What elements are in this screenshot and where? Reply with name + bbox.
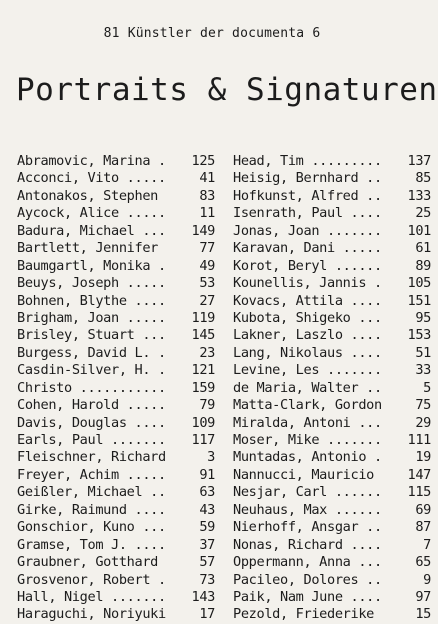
page-number: 59 bbox=[199, 519, 215, 536]
index-entry bbox=[233, 345, 431, 362]
page-number: 95 bbox=[415, 309, 431, 326]
artist-name: Hofkunst, Alfred .. bbox=[233, 187, 382, 204]
artist-name: Kounellis, Jannis . bbox=[233, 275, 382, 292]
index-entry bbox=[17, 397, 215, 414]
artist-name: Geißler, Michael .. bbox=[17, 484, 166, 501]
page-number: 65 bbox=[415, 554, 431, 571]
index-entry bbox=[233, 554, 431, 571]
index-entry bbox=[17, 188, 215, 205]
page-number: 51 bbox=[415, 344, 431, 361]
artist-name: Gonschior, Kuno ... bbox=[17, 519, 166, 536]
index-column-right bbox=[233, 153, 431, 624]
page-number: 7 bbox=[423, 536, 431, 553]
index-entry bbox=[233, 258, 431, 275]
page-number: 53 bbox=[199, 275, 215, 292]
index-entry bbox=[17, 484, 215, 501]
artist-name: Levine, Les ....... bbox=[233, 362, 382, 379]
index-entry bbox=[233, 188, 431, 205]
index-entry bbox=[233, 589, 431, 606]
page-number: 117 bbox=[191, 432, 215, 448]
index-entry bbox=[233, 432, 431, 449]
artist-name: Lakner, Laszlo .... bbox=[233, 327, 382, 344]
artist-name: Oppermann, Anna ... bbox=[233, 554, 382, 571]
page-number: 87 bbox=[415, 519, 431, 536]
artist-name: Karavan, Dani ..... bbox=[233, 240, 382, 257]
page-number: 153 bbox=[407, 327, 431, 344]
page-number: 77 bbox=[199, 240, 215, 257]
index-entry bbox=[233, 362, 431, 379]
artist-name: Beuys, Joseph ..... bbox=[17, 275, 166, 292]
page-number: 17 bbox=[199, 606, 215, 623]
artist-name: Cohen, Harold ..... bbox=[17, 397, 166, 414]
page-number: 41 bbox=[199, 170, 215, 187]
index-entry bbox=[233, 310, 431, 327]
index-entry bbox=[233, 205, 431, 222]
index-entry bbox=[17, 415, 215, 432]
artist-name: Davis, Douglas .... bbox=[17, 414, 166, 431]
page-number: 145 bbox=[191, 327, 215, 344]
page-number: 73 bbox=[199, 571, 215, 588]
index-entry bbox=[17, 275, 215, 292]
book-subtitle: 81 Künstler der documenta 6 bbox=[103, 26, 321, 41]
page-number: 23 bbox=[199, 344, 215, 361]
index-entry bbox=[233, 467, 431, 484]
page-number: 63 bbox=[199, 484, 215, 501]
artist-name: Kovacs, Attila .... bbox=[233, 292, 382, 309]
page-number: 11 bbox=[199, 205, 215, 222]
artist-name: Miralda, Antoni ... bbox=[233, 414, 382, 431]
artist-name: Korot, Beryl ...... bbox=[233, 257, 382, 274]
artist-name: Gramse, Tom J. .... bbox=[17, 536, 166, 553]
index-entry bbox=[17, 310, 215, 327]
index-entry bbox=[233, 449, 431, 466]
page-number: 15 bbox=[415, 606, 431, 623]
index-entry bbox=[17, 170, 215, 187]
page-number: 57 bbox=[199, 554, 215, 571]
page-number: 101 bbox=[407, 222, 431, 239]
artist-name: Brisley, Stuart ... bbox=[17, 327, 166, 344]
artist-name: de Maria, Walter .. bbox=[233, 379, 382, 396]
artist-name: Nannucci, Mauricio bbox=[233, 466, 375, 483]
artist-name: Nesjar, Carl ...... bbox=[233, 484, 382, 501]
page-number: 29 bbox=[415, 414, 431, 431]
artist-name: Pacileo, Dolores .. bbox=[233, 571, 382, 588]
index-entry bbox=[233, 170, 431, 187]
page-number: 143 bbox=[191, 588, 215, 605]
index-entry bbox=[17, 240, 215, 257]
index-entry bbox=[17, 293, 215, 310]
artist-name: Neuhaus, Max ...... bbox=[233, 501, 382, 518]
index-entry bbox=[233, 415, 431, 432]
artist-name: Bartlett, Jennifer bbox=[17, 240, 159, 257]
index-entry bbox=[17, 223, 215, 240]
artist-name: Muntadas, Antonio . bbox=[233, 449, 382, 466]
page-number: 25 bbox=[415, 205, 431, 222]
artist-name: Burgess, David L. . bbox=[17, 344, 166, 361]
index-entry bbox=[17, 467, 215, 484]
index-entry bbox=[17, 345, 215, 362]
artist-name: Pezold, Friederike bbox=[233, 606, 375, 623]
page-number: 111 bbox=[407, 432, 431, 448]
index-entry bbox=[17, 554, 215, 571]
page-number: 43 bbox=[199, 501, 215, 518]
artist-name: Moser, Mike ....... bbox=[233, 432, 382, 448]
page-number: 75 bbox=[415, 397, 431, 414]
page-number: 83 bbox=[199, 187, 215, 204]
artist-name: Jonas, Joan ....... bbox=[233, 222, 382, 239]
page-number: 49 bbox=[199, 257, 215, 274]
page-number: 119 bbox=[191, 309, 215, 326]
page-title: Portraits & Signaturen bbox=[16, 72, 438, 108]
index-entry bbox=[17, 606, 215, 623]
index-entry bbox=[233, 223, 431, 240]
artist-name: Haraguchi, Noriyuki bbox=[17, 606, 166, 623]
page-number: 37 bbox=[199, 536, 215, 553]
index-entry bbox=[233, 537, 431, 554]
page-number: 159 bbox=[191, 379, 215, 396]
index-entry bbox=[233, 380, 431, 397]
artist-name: Grosvenor, Robert . bbox=[17, 571, 166, 588]
index-entry bbox=[233, 519, 431, 536]
index-entry bbox=[17, 153, 215, 170]
page-number: 85 bbox=[415, 170, 431, 187]
page-number: 121 bbox=[191, 362, 215, 379]
artist-name: Baumgartl, Monika . bbox=[17, 257, 166, 274]
index-entry bbox=[233, 240, 431, 257]
index-entry bbox=[17, 589, 215, 606]
page-number: 79 bbox=[199, 397, 215, 414]
artist-name: Bohnen, Blythe .... bbox=[17, 292, 166, 309]
index-entry bbox=[233, 153, 431, 170]
artist-name: Matta-Clark, Gordon bbox=[233, 397, 382, 414]
artist-name: Antonakos, Stephen bbox=[17, 187, 159, 204]
artist-name: Freyer, Achim ..... bbox=[17, 466, 166, 483]
index-entry bbox=[17, 205, 215, 222]
artist-name: Lang, Nikolaus .... bbox=[233, 344, 382, 361]
artist-name: Hall, Nigel ....... bbox=[17, 588, 166, 605]
page-number: 89 bbox=[415, 257, 431, 274]
artist-name: Graubner, Gotthard bbox=[17, 554, 159, 571]
artist-name: Heisig, Bernhard .. bbox=[233, 170, 382, 187]
index-entry bbox=[233, 572, 431, 589]
index-entry bbox=[17, 432, 215, 449]
artist-name: Christo ........... bbox=[17, 379, 166, 396]
artist-name: Casdin-Silver, H. . bbox=[17, 362, 166, 379]
page-number: 137 bbox=[407, 153, 431, 169]
artist-name: Head, Tim ......... bbox=[233, 153, 382, 169]
page-number: 3 bbox=[207, 449, 215, 466]
index-entry bbox=[17, 449, 215, 466]
artist-name: Abramovic, Marina . bbox=[17, 153, 166, 169]
page-number: 133 bbox=[407, 187, 431, 204]
index-entry bbox=[17, 572, 215, 589]
artist-name: Fleischner, Richard bbox=[17, 449, 166, 466]
page-number: 9 bbox=[423, 571, 431, 588]
page-number: 151 bbox=[407, 292, 431, 309]
page-number: 61 bbox=[415, 240, 431, 257]
artist-name: Badura, Michael ... bbox=[17, 222, 166, 239]
page-number: 115 bbox=[407, 484, 431, 501]
page-number: 109 bbox=[191, 414, 215, 431]
index-entry bbox=[17, 258, 215, 275]
page-number: 91 bbox=[199, 466, 215, 483]
artist-name: Nierhoff, Ansgar .. bbox=[233, 519, 382, 536]
artist-name: Isenrath, Paul .... bbox=[233, 205, 382, 222]
page-number: 19 bbox=[415, 449, 431, 466]
artist-name: Nonas, Richard .... bbox=[233, 536, 382, 553]
index-entry bbox=[233, 293, 431, 310]
index-entry bbox=[17, 380, 215, 397]
index-entry bbox=[233, 484, 431, 501]
index-column-left bbox=[17, 153, 215, 624]
index-entry bbox=[233, 397, 431, 414]
artist-name: Brigham, Joan ..... bbox=[17, 309, 166, 326]
index-entry bbox=[233, 327, 431, 344]
index-entry bbox=[233, 502, 431, 519]
page-number: 105 bbox=[407, 275, 431, 292]
page-number: 147 bbox=[407, 466, 431, 483]
index-entry bbox=[233, 275, 431, 292]
index-entry bbox=[17, 519, 215, 536]
index-entry bbox=[233, 606, 431, 623]
index-entry bbox=[17, 502, 215, 519]
index-entry bbox=[17, 362, 215, 379]
index-entry bbox=[17, 537, 215, 554]
artist-name: Acconci, Vito ..... bbox=[17, 170, 166, 187]
page-number: 97 bbox=[415, 588, 431, 605]
page-number: 5 bbox=[423, 379, 431, 396]
page-number: 33 bbox=[415, 362, 431, 379]
page-number: 125 bbox=[191, 153, 215, 169]
index-entry bbox=[17, 327, 215, 344]
page-number: 27 bbox=[199, 292, 215, 309]
artist-name: Earls, Paul ....... bbox=[17, 432, 166, 448]
artist-name: Paik, Nam June .... bbox=[233, 588, 382, 605]
artist-name: Kubota, Shigeko ... bbox=[233, 309, 382, 326]
artist-name: Girke, Raimund .... bbox=[17, 501, 166, 518]
page-number: 69 bbox=[415, 501, 431, 518]
page-number: 149 bbox=[191, 222, 215, 239]
artist-name: Aycock, Alice ..... bbox=[17, 205, 166, 222]
